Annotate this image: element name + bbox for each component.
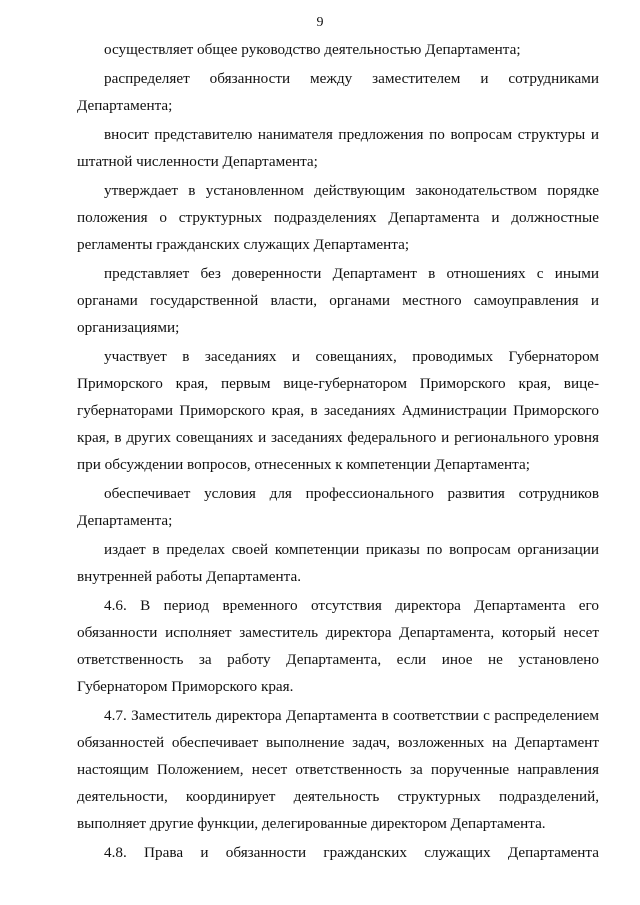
paragraph-submits-proposals: вносит представителю нанимателя предложения по вопросам структуры и штатной численности Департамента; [77,126,599,170]
paragraph-participates-meetings: участвует в заседаниях и совещаниях, проводимых Губернатором Приморского края, первым вице-губернатором Приморского края, вице-губернаторами Приморского края, в заседаниях Администрации Приморского края, в других совещаниях и заседаниях федерального и регионального уровня при обсуждении вопросов, отнесенных к компетенции Департамента; [77,348,599,473]
paragraph-represents-department: представляет без доверенности Департамент в отношениях с иными органами государственной власти, органами местного самоуправления и организациями; [77,265,599,336]
paragraph-professional-development: обеспечивает условия для профессионального развития сотрудников Департамента; [77,485,599,529]
paragraph-issues-orders: издает в пределах своей компетенции приказы по вопросам организации внутренней работы Департамента. [77,541,599,585]
paragraph-approves-regulations: утверждает в установленном действующим законодательством порядке положения о структурных подразделениях Департамента и должностные регламенты гражданских служащих Департамента; [77,182,599,253]
page-number: 9 [316,15,324,30]
paragraph-section-4-7: 4.7. Заместитель директора Департамента в соответствии с распределением обязанностей обеспечивает выполнение задач, возложенных на Департамент настоящим Положением, несет ответственность за порученные направления деятельности, координирует деятельность структурных подразделений, выполняет другие функции, делегированные директором Департамента. [77,707,599,832]
paragraph-distributes-duties: распределяет обязанности между заместителем и сотрудниками Департамента; [77,70,599,114]
paragraph-section-4-8: 4.8. Права и обязанности гражданских служащих Департамента [104,844,599,861]
paragraph-general-management: осуществляет общее руководство деятельностью Департамента; [104,41,521,58]
paragraph-section-4-6: 4.6. В период временного отсутствия директора Департамента его обязанности исполняет заместитель директора Департамента, который несет ответственность за работу Департамента, если иное не установлено Губернатором Приморского края. [77,597,599,695]
document-body [77,36,599,866]
